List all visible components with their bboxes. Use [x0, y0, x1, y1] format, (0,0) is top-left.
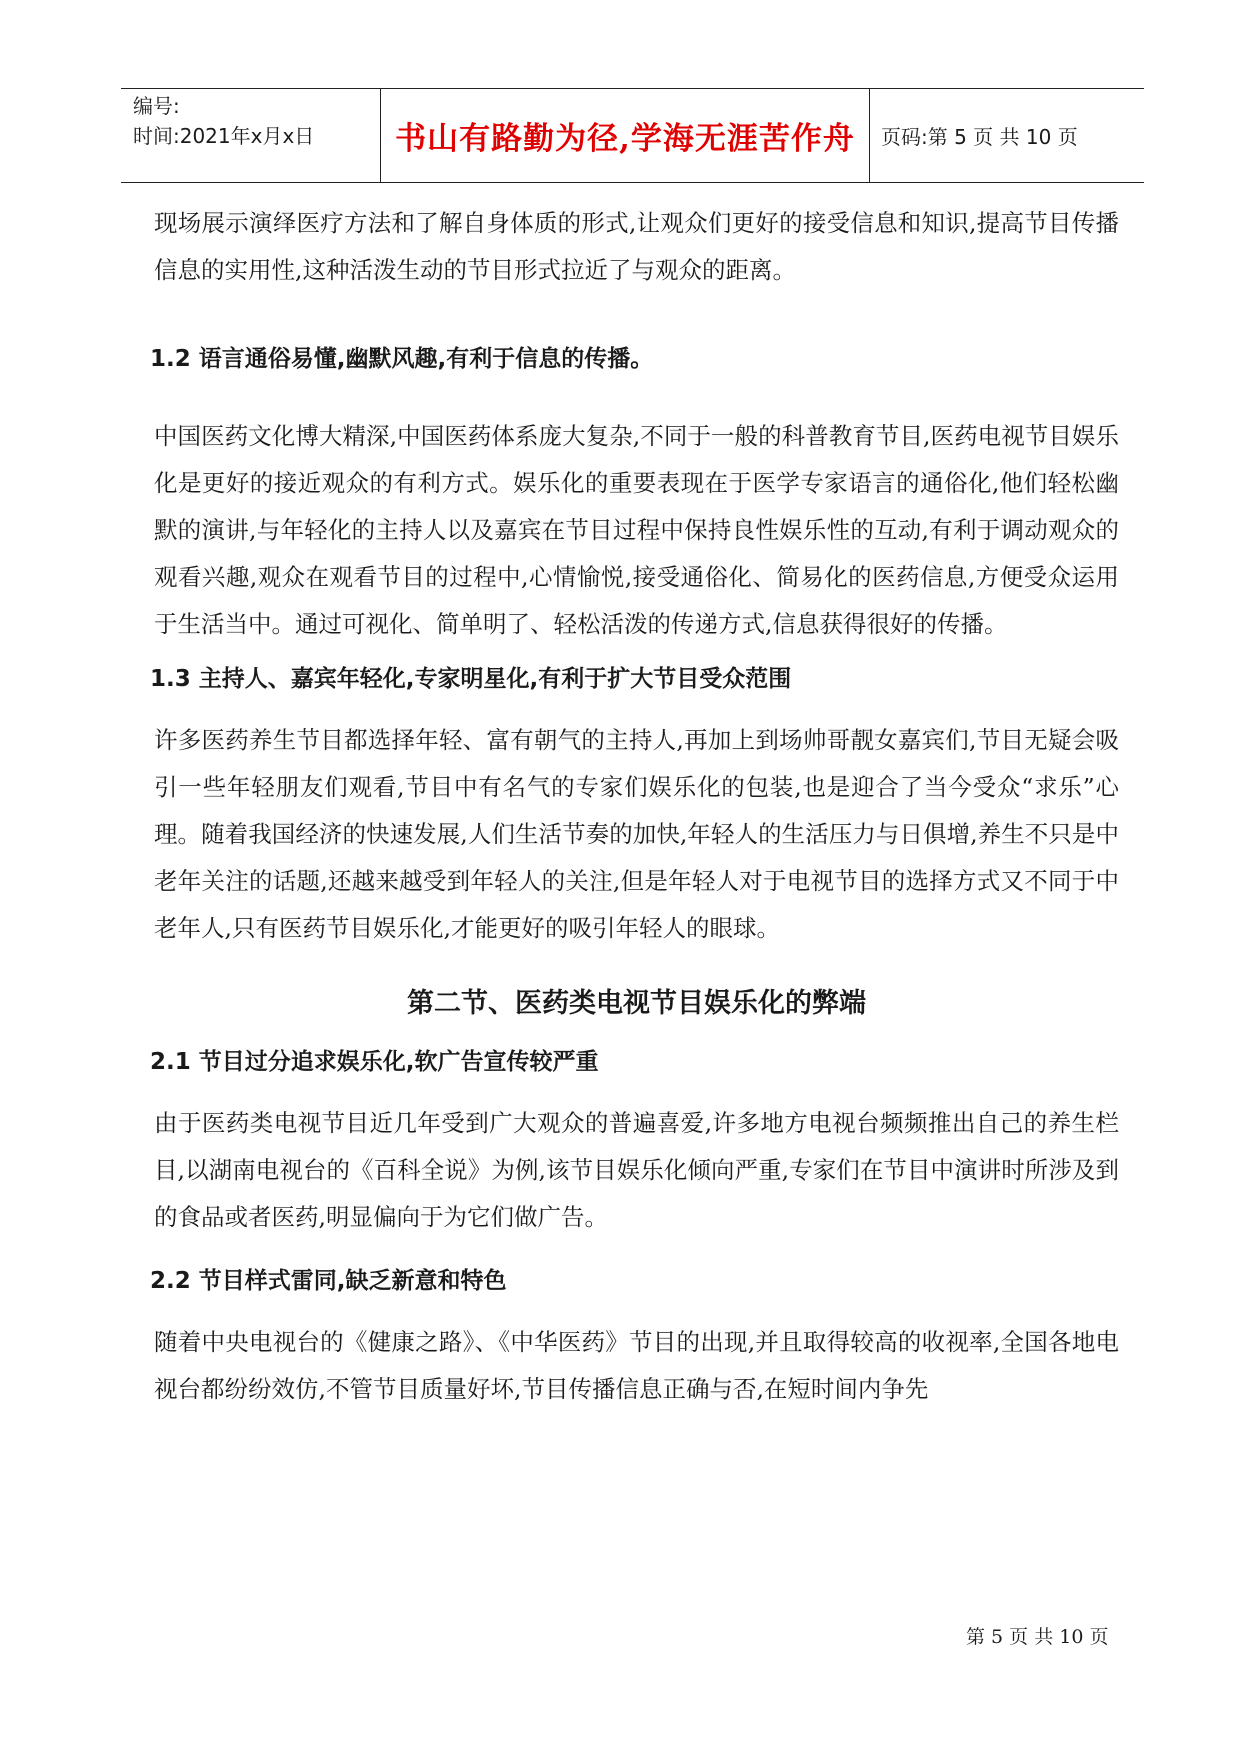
header-page-label: 页码:第 5 页 共 10 页	[881, 125, 1078, 149]
section-heading-2-2: 2.2 节目样式雷同,缺乏新意和特色	[150, 1268, 507, 1294]
section-heading-2-1: 2.1 节目过分追求娱乐化,软广告宣传较严重	[150, 1049, 599, 1075]
header-table	[121, 88, 1144, 183]
document-body	[150, 200, 1119, 1413]
section-heading-1-2: 1.2 语言通俗易懂,幽默风趣,有利于信息的传播。	[150, 346, 654, 372]
header-meta-cell	[121, 89, 381, 182]
header-motto: 书山有路勤为径,学海无涯苦作舟	[381, 89, 870, 182]
time-label: 时间:2021年x月x日	[133, 124, 315, 148]
section-heading-1-3: 1.3 主持人、嘉宾年轻化,专家明星化,有利于扩大节目受众范围	[150, 666, 792, 692]
footer-page-number: 第 5 页 共 10 页	[966, 1626, 1109, 1648]
paragraph-3: 许多医药养生节目都选择年轻、富有朝气的主持人,再加上到场帅哥靓女嘉宾们,节目无疑会吸引一些年轻朋友们观看,节目中有名气的专家们娱乐化的包装,也是迎合了当今受众“求乐”心理。随着我国经济的快速发展,人们生活节奏的加快,年轻人的生活压力与日俱增,养生不只是中老年关注的话题,还越来越受到年轻人的关注,但是年轻人对于电视节目的选择方式又不同于中老年人,只有医药节目娱乐化,才能更好的吸引年轻人的眼球。	[154, 726, 1119, 942]
chapter-heading: 第二节、医药类电视节目娱乐化的弊端	[407, 988, 866, 1019]
paragraph-4: 由于医药类电视节目近几年受到广大观众的普遍喜爱,许多地方电视台频频推出自己的养生栏目,以湖南电视台的《百科全说》为例,该节目娱乐化倾向严重,专家们在节目中演讲时所涉及到的食品或者医药,明显偏向于为它们做广告。	[154, 1109, 1119, 1231]
paragraph-2: 中国医药文化博大精深,中国医药体系庞大复杂,不同于一般的科普教育节目,医药电视节目娱乐化是更好的接近观众的有利方式。娱乐化的重要表现在于医学专家语言的通俗化,他们轻松幽默的演讲,与年轻化的主持人以及嘉宾在节目过程中保持良性娱乐性的互动,有利于调动观众的观看兴趣,观众在观看节目的过程中,心情愉悦,接受通俗化、简易化的医药信息,方便受众运用于生活当中。通过可视化、简单明了、轻松活泼的传递方式,信息获得很好的传播。	[154, 422, 1119, 638]
paragraph-5: 随着中央电视台的《健康之路》、《中华医药》节目的出现,并且取得较高的收视率,全国各地电视台都纷纷效仿,不管节目质量好坏,节目传播信息正确与否,在短时间内争先	[154, 1328, 1119, 1403]
paragraph-1: 现场展示演绎医疗方法和了解自身体质的形式,让观众们更好的接受信息和知识,提高节目传播信息的实用性,这种活泼生动的节目形式拉近了与观众的距离。	[154, 209, 1119, 284]
number-label: 编号:	[133, 94, 180, 118]
